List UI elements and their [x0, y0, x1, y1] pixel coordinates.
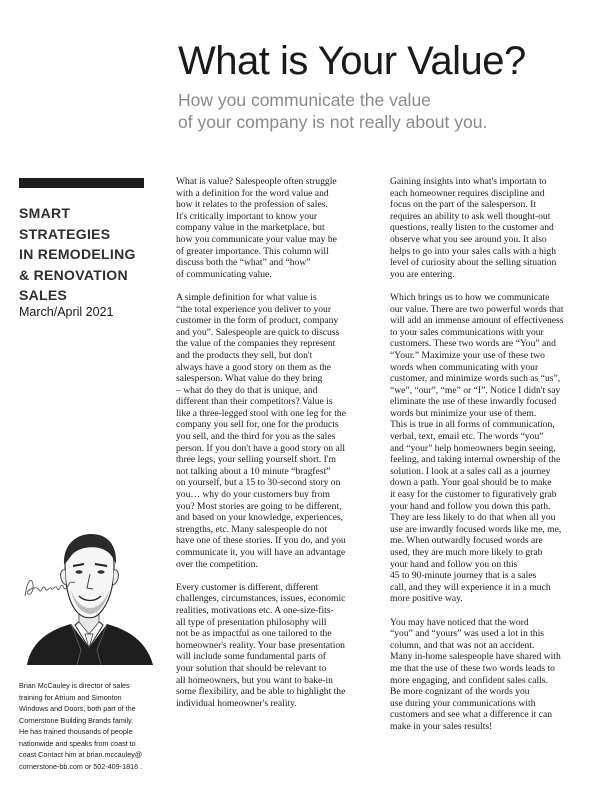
body-paragraph [390, 617, 590, 733]
body-line: used, they are much more likely to grab [390, 547, 543, 558]
body-line: “you” and “yours” was used a lot in this [390, 628, 544, 640]
body-line: company you sell for, one for the products [176, 419, 339, 431]
series-line: STRATEGIES [19, 225, 111, 242]
series-line: & RENOVATION [19, 266, 128, 283]
body-paragraph [390, 176, 590, 280]
body-line: and based on your knowledge, experiences, [176, 512, 344, 524]
body-line: and the products they sell, but don't [176, 349, 313, 361]
body-paragraph [176, 292, 372, 570]
body-line: eliminate the use of these inwardly focused [390, 396, 557, 408]
body-line: It's critically important to know your [176, 210, 318, 222]
article-column-2 [390, 176, 590, 744]
body-line: communicate it, you will have an advantage [176, 547, 346, 558]
body-line: strengths, etc. Many salespeople do not [176, 523, 328, 535]
body-line: discuss both the “what” and “how” [176, 257, 311, 269]
page-title: What is Your Value? [178, 39, 526, 83]
sidebar-rule [19, 178, 144, 188]
body-line: and you”. Salespeople are quick to discuss [176, 326, 340, 338]
body-line: me that the use of these two words leads to [390, 662, 555, 674]
body-line: will include some fundamental parts of [176, 651, 326, 663]
subtitle-line: How you communicate the value [178, 90, 431, 110]
body-line: company value in the marketplace, but [176, 222, 325, 234]
body-line: it easy for the customer to figuratively grab [390, 489, 557, 501]
body-line: you sell, and the third for you as the sales [176, 431, 336, 443]
body-line: customers. These two words are “You” and [390, 338, 556, 350]
body-line: customer in the form of product, company [176, 315, 339, 327]
series-line: IN REMODELING [19, 246, 136, 262]
body-line: words when communicating with your [390, 361, 539, 373]
body-line: down a path. Your goal should be to make [390, 477, 552, 489]
body-line: your solution that should be relevant to [176, 662, 327, 674]
body-line: you? Most stories are going to be different, [176, 500, 342, 512]
body-line: how it relates to the profession of sales. [176, 199, 328, 211]
body-line: solution. I look at a sales call as a journey [390, 465, 551, 477]
bio-line: Brian McCauley is director of sales [19, 681, 130, 690]
body-line: not talking about a 10 minute “bragfest” [176, 465, 331, 477]
body-line: realities, motivations etc. A one-size-fits- [176, 604, 334, 616]
body-line: observe what you see around you. It also [390, 233, 547, 245]
body-line: focus on the part of the salesperson. It [390, 199, 536, 211]
body-line: make in your sales results! [390, 720, 493, 732]
body-line: to your sales communications with your [390, 326, 544, 338]
body-line: customer, and minimize words such as “us”, [390, 373, 561, 385]
body-line: three legs, your selling yourself short. I'm [176, 454, 336, 466]
bio-line: Windows and Doors, both part of the [19, 704, 136, 713]
body-line: salesperson. What value do they bring [176, 373, 323, 385]
column-series-name [19, 203, 169, 306]
bio-line: He has trained thousands of people [19, 727, 133, 736]
body-line: with a definition for the word value and [176, 187, 329, 199]
issue-date: March/April 2021 [19, 305, 114, 319]
body-line: more engaging, and confident sales calls. [390, 674, 548, 686]
bio-line: Cornerstone Building Brands family. [19, 715, 134, 725]
body-paragraph [390, 292, 590, 605]
body-paragraph [176, 582, 372, 710]
body-line: You may have noticed that the word [390, 616, 529, 628]
body-line: column, and that was not an accident. [390, 639, 535, 651]
body-line: and “your” help homeowners begin seeing, [390, 442, 556, 454]
body-line: on yourself, but a 15 to 30-second story on [176, 477, 341, 489]
body-line: will add an immense amount of effectiveness [390, 315, 564, 327]
body-line: the value of the companies they represent [176, 338, 336, 350]
body-paragraph [176, 176, 372, 280]
body-line: verbal, text, email etc. The words “you” [390, 431, 544, 443]
body-line: individual homeowner's reality. [176, 697, 297, 709]
body-line: your hand and follow you down this path. [390, 500, 551, 512]
body-line: more positive way. [390, 593, 463, 605]
body-line: not be as impactful as one tailored to the [176, 628, 332, 640]
body-line: our value. There are two powerful words that [390, 303, 564, 315]
body-line: of communicating value. [176, 268, 272, 280]
bio-line: coast Contact him at brian.mccauley@ [19, 750, 143, 759]
body-line: They are less likely to do that when all you [390, 512, 556, 524]
series-line: SMART [19, 205, 71, 221]
body-line: 45 to 90-minute journey that is a sales [390, 570, 537, 582]
body-line: over the competition. [176, 558, 258, 570]
body-line: your hand and follow you on this [390, 558, 518, 570]
body-line: words but minimize your use of them. [390, 407, 537, 419]
body-line: helps to go into your sales calls with a high [390, 245, 557, 257]
author-signature [21, 570, 81, 604]
body-line: each homeowner requires discipline and [390, 187, 545, 199]
body-line: all type of presentation philosophy will [176, 616, 327, 628]
subtitle-line: of your company is not really about you. [178, 112, 488, 132]
bio-line: cornerstone-bb.com or 502-409-1816 . [19, 761, 143, 771]
body-line: me. When outwardly focused words are [390, 535, 543, 547]
body-line: all homeowners, but you want to bake-in [176, 674, 333, 686]
body-line: call, and they will experience it in a much [390, 581, 551, 593]
subtitle [178, 89, 598, 133]
author-bio [19, 680, 169, 772]
body-line: questions, really listen to the customer and [390, 222, 554, 234]
body-line: of greater importance. This column will [176, 245, 329, 257]
body-line: like a three-legged stool with one leg for the [176, 407, 346, 419]
body-line: – what do they do that is unique, and [176, 384, 318, 396]
body-line: requires an ability to ask well thought-out [390, 210, 551, 222]
body-line: “the total experience you deliver to your [176, 303, 332, 315]
body-line: how you communicate your value may be [176, 233, 337, 245]
body-line: Which brings us to how we communicate [390, 291, 550, 303]
body-line: A simple definition for what value is [176, 291, 317, 303]
body-line: person. If you don't have a good story on all [176, 442, 346, 454]
body-line: Be more cognizant of the words you [390, 686, 530, 698]
body-line: level of curiosity about the selling situation [390, 257, 557, 269]
body-line: you are entering. [390, 268, 455, 280]
body-line: homeowner's reality. Your base presentation [176, 639, 345, 651]
body-line: some flexibility, and be able to highlight the [176, 686, 346, 698]
author-portrait [19, 530, 159, 665]
series-line: SALES [19, 287, 68, 303]
body-line: “we”, “our”, “me” or “I”. Notice I didn't say [390, 384, 561, 396]
body-line: always have a good story on them as the [176, 361, 332, 373]
body-line: feeling, and taking internal ownership of the [390, 454, 561, 466]
body-line: Gaining insights into what's importatn to [390, 176, 547, 187]
body-line: use during your communications with [390, 697, 536, 709]
article-column-1 [176, 176, 372, 721]
body-line: This is true in all forms of communication, [390, 419, 555, 431]
body-line: “Your.” Maximize your use of these two [390, 349, 545, 361]
bio-line: training for Atrium and Simonton [19, 692, 122, 702]
body-line: customers and see what a difference it can [390, 709, 553, 721]
body-line: use are inwardly focused words like me, me, [390, 523, 562, 535]
body-line: Every customer is different, different [176, 581, 319, 593]
bio-line: nationwide and speaks from coast to [19, 738, 136, 748]
body-line: What is value? Salespeople often struggle [176, 176, 337, 187]
body-line: you… why do your customers buy from [176, 489, 331, 501]
body-line: have one of these stories. If you do, and you [176, 535, 346, 547]
body-line: challenges, circumstances, issues, economic [176, 593, 346, 605]
body-line: Many in-home salespeople have shared with [390, 651, 561, 663]
body-line: different than their competitors? Value is [176, 396, 333, 408]
